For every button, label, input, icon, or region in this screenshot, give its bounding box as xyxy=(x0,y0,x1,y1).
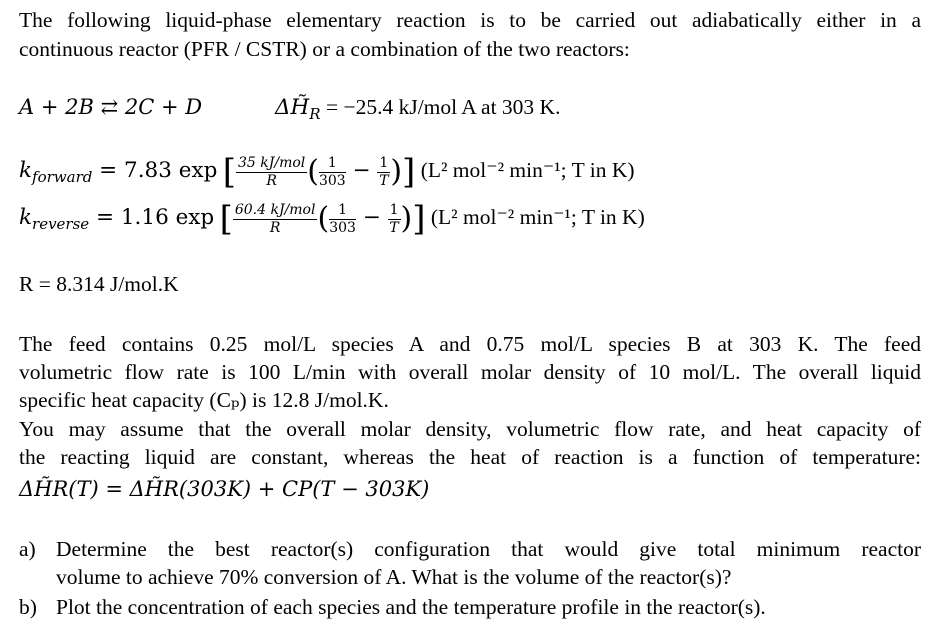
question-b-label: b) xyxy=(19,595,37,619)
intro-line-1: The following liquid-phase elementary reaction is to be carried out adiabatically either in a xyxy=(19,8,921,32)
reaction-equation: A + 2B ⇄ 2C + D xyxy=(19,95,203,119)
kf-t1-num: 1 xyxy=(319,155,346,173)
feed-line-5: the reacting liquid are constant, whereas the heat of reaction is a function of temperature: xyxy=(19,445,921,469)
dh-value: = −25.4 kJ/mol A at 303 K. xyxy=(320,95,561,119)
kf-bracket-open: [ xyxy=(222,152,236,193)
kr-symbol: k xyxy=(19,205,33,230)
kr-units: (L² mol⁻² min⁻¹; T in K) xyxy=(425,205,645,229)
kf-t2-fraction xyxy=(377,155,390,190)
question-b-line-1: Plot the concentration of each species and the temperature profile in the reactor(s). xyxy=(56,595,766,619)
kr-t2-num: 1 xyxy=(389,201,399,218)
kr-t2-fraction xyxy=(388,202,401,237)
kf-ea-num: 35 kJ/mol xyxy=(238,154,306,171)
kr-ea-num: 60.4 kJ/mol xyxy=(234,201,316,218)
kf-bracket-close: ] xyxy=(402,152,416,193)
kf-ea-fraction xyxy=(236,155,307,190)
kr-bracket-close: ] xyxy=(412,199,426,240)
kf-subscript: forward xyxy=(32,168,93,186)
question-a-label: a) xyxy=(19,537,36,561)
kr-ea-den: R xyxy=(269,219,281,236)
kr-pre: = 1.16 exp xyxy=(89,205,215,230)
kr-ea-fraction xyxy=(233,202,318,237)
feed-line-3: specific heat capacity (Cₚ) is 12.8 J/mol.K. xyxy=(19,388,389,412)
heat-equation: ΔH̃R(T) = ΔH̃R(303K) + CP(T − 303K) xyxy=(19,477,430,501)
kf-t2-den: T xyxy=(379,172,389,189)
kf-symbol: k xyxy=(19,158,33,183)
kr-t2-den: T xyxy=(389,219,399,236)
kr-paren-open: ( xyxy=(317,201,330,237)
heat-of-reaction xyxy=(275,95,560,123)
k-reverse-equation xyxy=(19,197,645,244)
kr-t1-den: 303 xyxy=(329,219,356,236)
k-forward-equation xyxy=(19,150,635,197)
kf-t1-den: 303 xyxy=(318,172,346,189)
kf-units: (L² mol⁻² min⁻¹; T in K) xyxy=(415,158,635,182)
kf-ea-den: R xyxy=(266,172,277,189)
kf-t1-fraction xyxy=(319,155,346,190)
feed-line-2: volumetric flow rate is 100 L/min with overall molar density of 10 mol/L. The overall liquid xyxy=(19,360,921,384)
gas-constant: R = 8.314 J/mol.K xyxy=(19,272,179,296)
question-a xyxy=(19,535,921,591)
feed-line-4: You may assume that the overall molar density, volumetric flow rate, and heat capacity of xyxy=(19,417,921,441)
kf-paren-close: ) xyxy=(390,154,403,190)
question-b xyxy=(19,593,921,621)
kr-t1-num: 1 xyxy=(329,202,356,220)
kf-paren-open: ( xyxy=(307,154,319,190)
kr-bracket-open: [ xyxy=(219,199,233,240)
question-a-line-2: volume to achieve 70% conversion of A. What is the volume of the reactor(s)? xyxy=(56,565,732,589)
intro-line-2: continuous reactor (PFR / CSTR) or a combination of the two reactors: xyxy=(19,37,630,61)
question-a-line-1: Determine the best reactor(s) configuration that would give total minimum reactor xyxy=(56,537,921,561)
kf-pre: = 7.83 exp xyxy=(92,158,218,183)
kf-minus: − xyxy=(345,158,378,183)
kr-t1-fraction xyxy=(329,202,356,237)
dh-symbol: ΔH̃ xyxy=(275,95,310,120)
kr-minus: − xyxy=(355,205,388,230)
feed-line-1: The feed contains 0.25 mol/L species A and 0.75 mol/L species B at 303 K. The feed xyxy=(19,332,921,356)
kr-paren-close: ) xyxy=(400,201,413,237)
dh-subscript: R xyxy=(309,105,321,123)
kf-t2-num: 1 xyxy=(379,154,389,171)
kr-subscript: reverse xyxy=(32,215,90,233)
